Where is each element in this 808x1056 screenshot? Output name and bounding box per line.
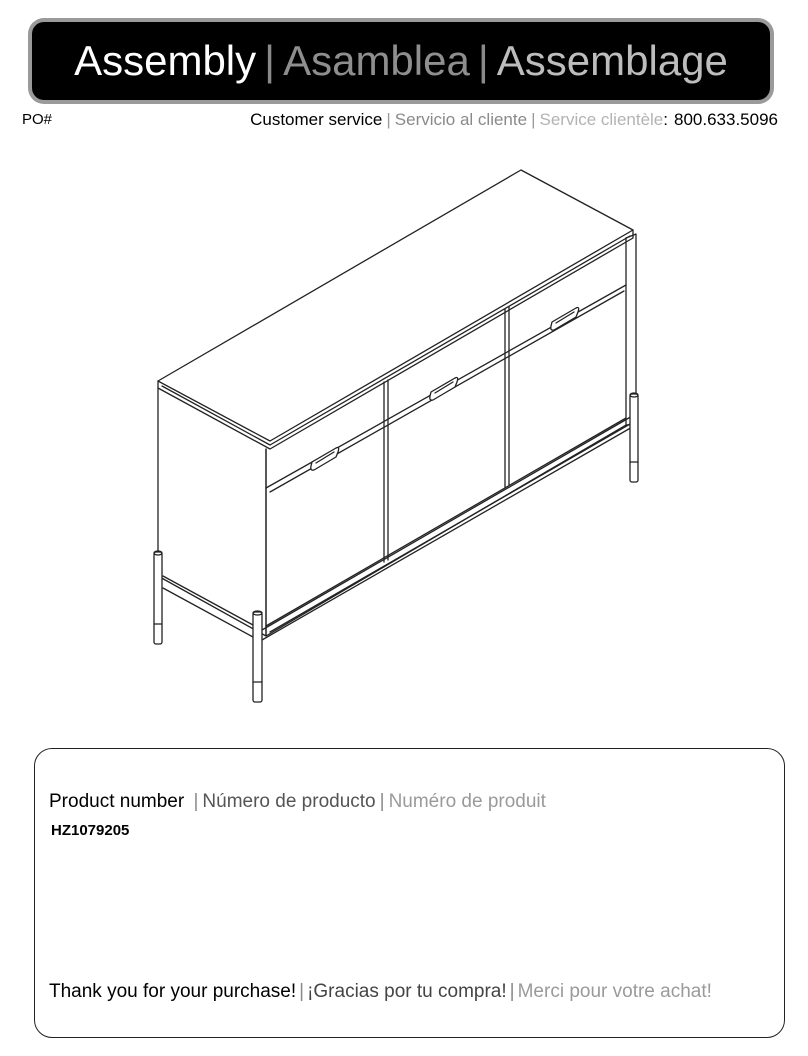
thank-you-line	[49, 981, 712, 1003]
customer-service-english: Customer service	[250, 110, 383, 129]
customer-service-separator: |	[386, 110, 391, 129]
product-number-label	[49, 791, 546, 813]
customer-service-phone: 800.633.5096	[674, 110, 778, 129]
product-number-separator: |	[379, 791, 385, 812]
thank-you-separator: |	[299, 981, 305, 1002]
customer-service-line	[250, 110, 778, 130]
title-french: Assemblage	[496, 37, 728, 84]
sideboard-illustration	[130, 160, 670, 720]
customer-service-spanish: Servicio al cliente	[394, 110, 528, 129]
po-label: PO#	[22, 111, 53, 128]
product-number-label-english: Product number	[49, 791, 185, 812]
thank-you-separator: |	[509, 981, 515, 1002]
product-number-label-french: Numéro de produit	[388, 791, 546, 812]
title-banner-inner	[32, 22, 770, 100]
sideboard-line-drawing-icon	[154, 170, 638, 702]
title-separator: |	[264, 37, 276, 84]
customer-service-french: Service clientèle	[539, 110, 664, 129]
customer-service-separator: |	[531, 110, 536, 129]
product-info-box	[34, 748, 785, 1038]
thank-you-english: Thank you for your purchase!	[49, 981, 297, 1002]
product-number-value: HZ1079205	[51, 822, 130, 839]
title-english: Assembly	[74, 37, 257, 84]
thank-you-spanish: ¡Gracias por tu compra!	[307, 981, 507, 1002]
title-spanish: Asamblea	[283, 37, 470, 84]
product-number-label-spanish: Número de producto	[202, 791, 376, 812]
thank-you-french: Merci pour votre achat!	[517, 981, 712, 1002]
product-number-separator: |	[193, 791, 199, 812]
customer-service-colon: :	[663, 110, 668, 129]
title-banner	[28, 18, 774, 104]
title-separator: |	[477, 37, 489, 84]
